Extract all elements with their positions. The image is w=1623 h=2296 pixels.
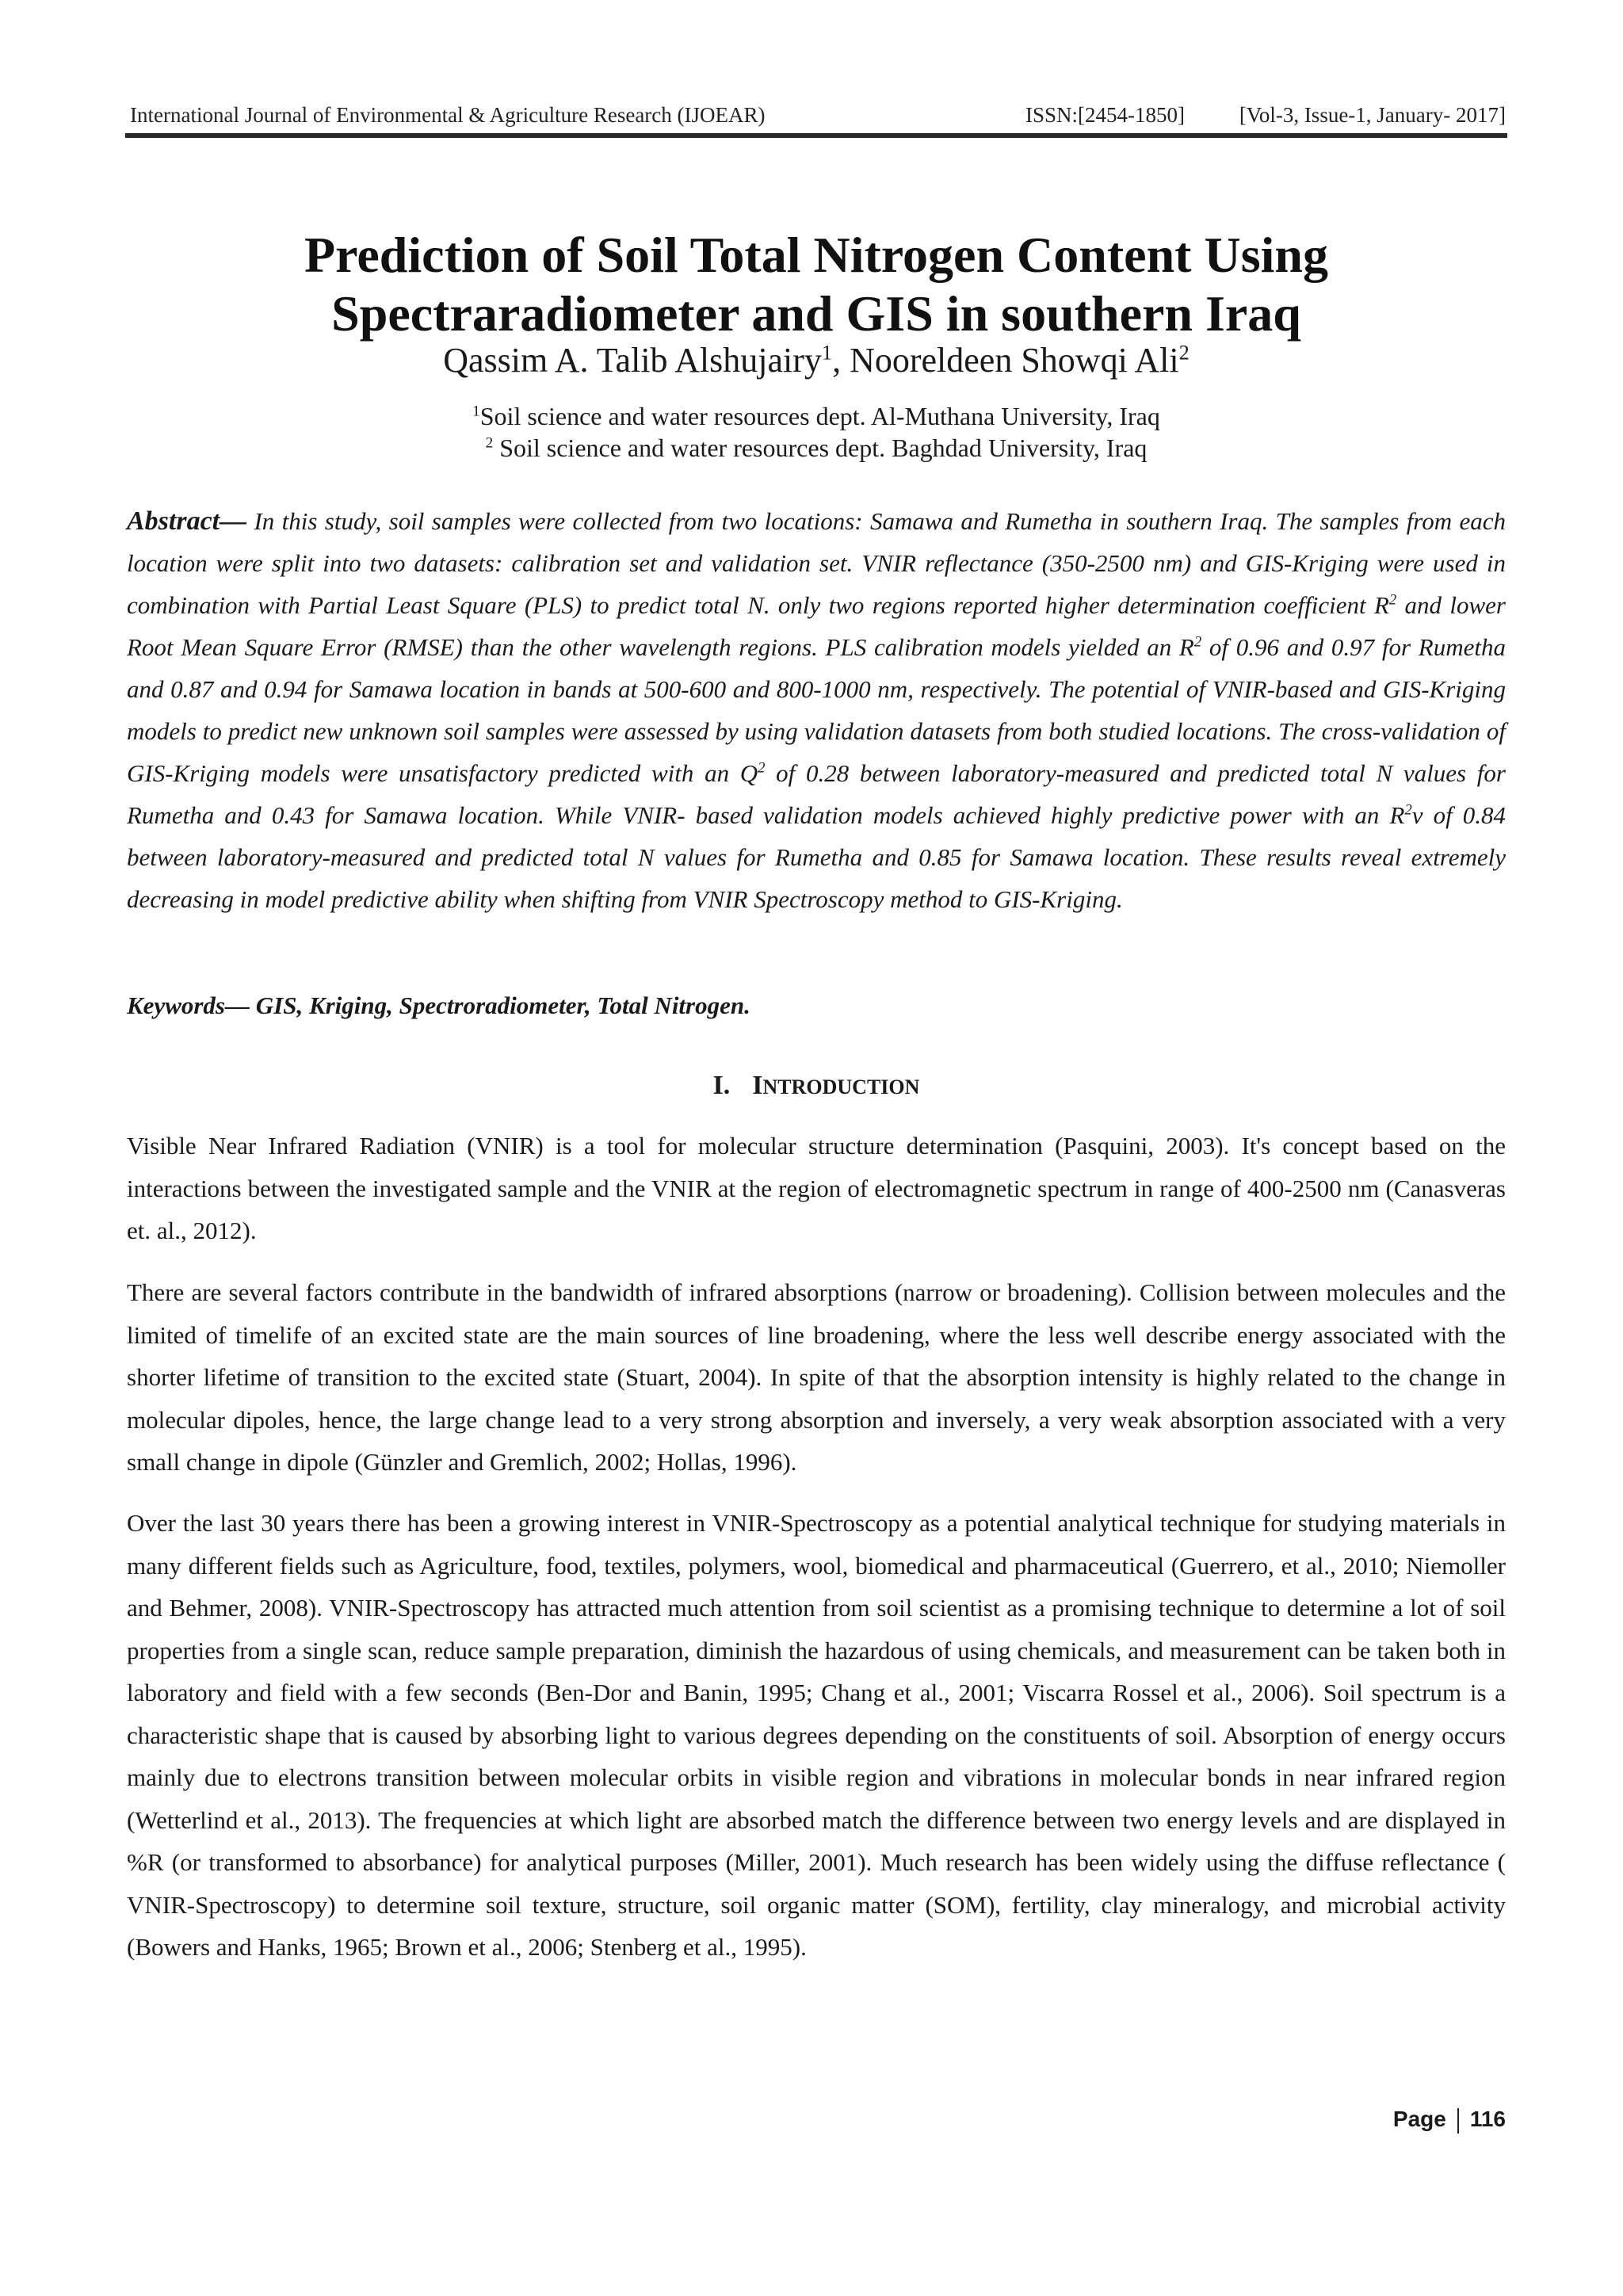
affiliation-2 — [127, 432, 1506, 464]
abstract-sup-4: 2 — [1404, 801, 1412, 819]
title-line-1: Prediction of Soil Total Nitrogen Content Using — [304, 227, 1328, 283]
title-line-2: Spectraradiometer and GIS in southern Iraq — [331, 285, 1301, 342]
section-heading — [127, 1071, 1506, 1101]
affiliation-1-mark: 1 — [472, 403, 480, 420]
author-2: Nooreldeen Showqi Ali — [850, 341, 1179, 380]
abstract-text-5: v of 0.84 between laboratory-measured and predicted total N values for Rumetha and 0.85 for Samawa location. These results reveal extremely decreasing in model predictive ability when shifting from VNIR Spectroscopy method to GIS-Kriging. — [127, 801, 1507, 913]
paragraph: Visible Near Infrared Radiation (VNIR) is a tool for molecular structure determination (Pasquini, 2003). It's concept based on the interactions between the investigated sample and the VNIR at the region of electromagnetic spectrum in range of 400-2500 nm (Canasveras et. al., 2012). — [127, 1132, 1506, 1244]
keywords: Keywords— GIS, Kriging, Spectroradiometer, Total Nitrogen. — [127, 991, 750, 1019]
affiliation-2-text: Soil science and water resources dept. Baghdad University, Iraq — [493, 434, 1148, 462]
section-number: I. — [712, 1071, 731, 1100]
abstract — [127, 500, 1506, 920]
affiliation-1 — [127, 400, 1506, 432]
page-label: Page — [1392, 2107, 1446, 2131]
abstract-text-1: In this study, soil samples were collected from two locations: Samawa and Rumetha in southern Iraq. The samples from each location were split into two datasets: calibration set and validation set. VNIR reflectance (350-2500 nm) and GIS-Kriging were used in combination with Partial Least Square (PLS) to predict total N. only two regions reported higher determination coefficient R — [127, 507, 1506, 619]
section-title — [752, 1071, 919, 1100]
abstract-text-4: of 0.28 between laboratory-measured and predicted total N values for Rumetha and 0.43 for Samawa location. While VNIR- based validation models achieved highly predictive power with an R — [127, 759, 1506, 829]
author-2-affil-mark: 2 — [1178, 340, 1190, 365]
abstract-sup-2: 2 — [1193, 633, 1202, 651]
abstract-label: Abstract— — [127, 506, 247, 536]
paragraph: There are several factors contribute in the bandwidth of infrared absorptions (narrow or broadening). Collision between molecules and the limited of timelife of an excited state are the main sources of line broadening, where the less well describe energy associated with the shorter lifetime of transition to the excited state (Stuart, 2004). In spite of that the absorption intensity is highly related to the change in molecular dipoles, hence, the large change lead to a very strong absorption and inversely, a very weak absorption associated with a very small change in dipole (Günzler and Gremlich, 2002; Hollas, 1996). — [127, 1278, 1506, 1476]
author-1: Qassim A. Talib Alshujairy — [443, 341, 822, 380]
abstract-sup-3: 2 — [758, 759, 766, 777]
page-separator — [1457, 2108, 1459, 2134]
author-1-affil-mark: 1 — [821, 340, 833, 365]
volume-issue: [Vol-3, Issue-1, January- 2017] — [1239, 103, 1506, 127]
running-header — [127, 97, 1506, 128]
author-separator: , — [832, 341, 850, 380]
journal-name: International Journal of Environmental & Agriculture Research (IJOEAR) — [130, 103, 766, 127]
abstract-text-3: of 0.96 and 0.97 for Rumetha and 0.87 and 0.94 for Samawa location in bands at 500-600 and 800-1000 nm, respectively. The potential of VNIR-based and GIS-Kriging models to predict new unknown soil samples were assessed by using validation datasets from both studied locations. The cross-validation of GIS-Kriging models were unsatisfactory predicted with an Q — [127, 633, 1506, 787]
abstract-text-2: and lower Root Mean Square Error (RMSE) than the other wavelength regions. PLS calibration models yielded an R — [127, 591, 1506, 661]
paragraph: Over the last 30 years there has been a growing interest in VNIR-Spectroscopy as a potential analytical technique for studying materials in many different fields such as Agriculture, food, textiles, polymers, wool, biomedical and pharmaceutical (Guerrero, et al., 2010; Niemoller and Behmer, 2008). VNIR-Spectroscopy has attracted much attention from soil scientist as a promising technique to determine a lot of soil properties from a single scan, reduce sample preparation, diminish the hazardous of using chemicals, and measurement can be taken both in laboratory and field with a few seconds (Ben-Dor and Banin, 1995; Chang et al., 2001; Viscarra Rossel et al., 2006). Soil spectrum is a characteristic shape that is caused by absorbing light to various degrees depending on the constituents of soil. Absorption of energy occurs mainly due to electrons transition between molecular orbits in visible region and vibrations in molecular bonds in near infrared region (Wetterlind et al., 2013). The frequencies at which light are absorbed match the difference between two energy levels and are displayed in %R (or transformed to absorbance) for analytical purposes (Miller, 2001). Much research has been widely using the diffuse reflectance ( VNIR-Spectroscopy) to determine soil texture, structure, soil organic matter (SOM), fertility, clay mineralogy, and microbial activity (Bowers and Hanks, 1965; Brown et al., 2006; Stenberg et al., 1995). — [127, 1509, 1506, 1961]
page-footer — [1393, 2107, 1506, 2134]
section-title-rest: NTRODUCTION — [762, 1075, 920, 1098]
affiliation-1-text: Soil science and water resources dept. Al-Muthana University, Iraq — [479, 402, 1160, 430]
issn: ISSN:[2454-1850] — [1025, 103, 1185, 127]
paper-title — [127, 226, 1506, 343]
author-list — [127, 339, 1506, 382]
page-number: 116 — [1469, 2107, 1506, 2131]
header-rule — [125, 133, 1507, 138]
affiliation-2-mark: 2 — [485, 434, 494, 452]
section-title-initial: I — [752, 1071, 763, 1100]
abstract-sup-1: 2 — [1388, 591, 1397, 609]
